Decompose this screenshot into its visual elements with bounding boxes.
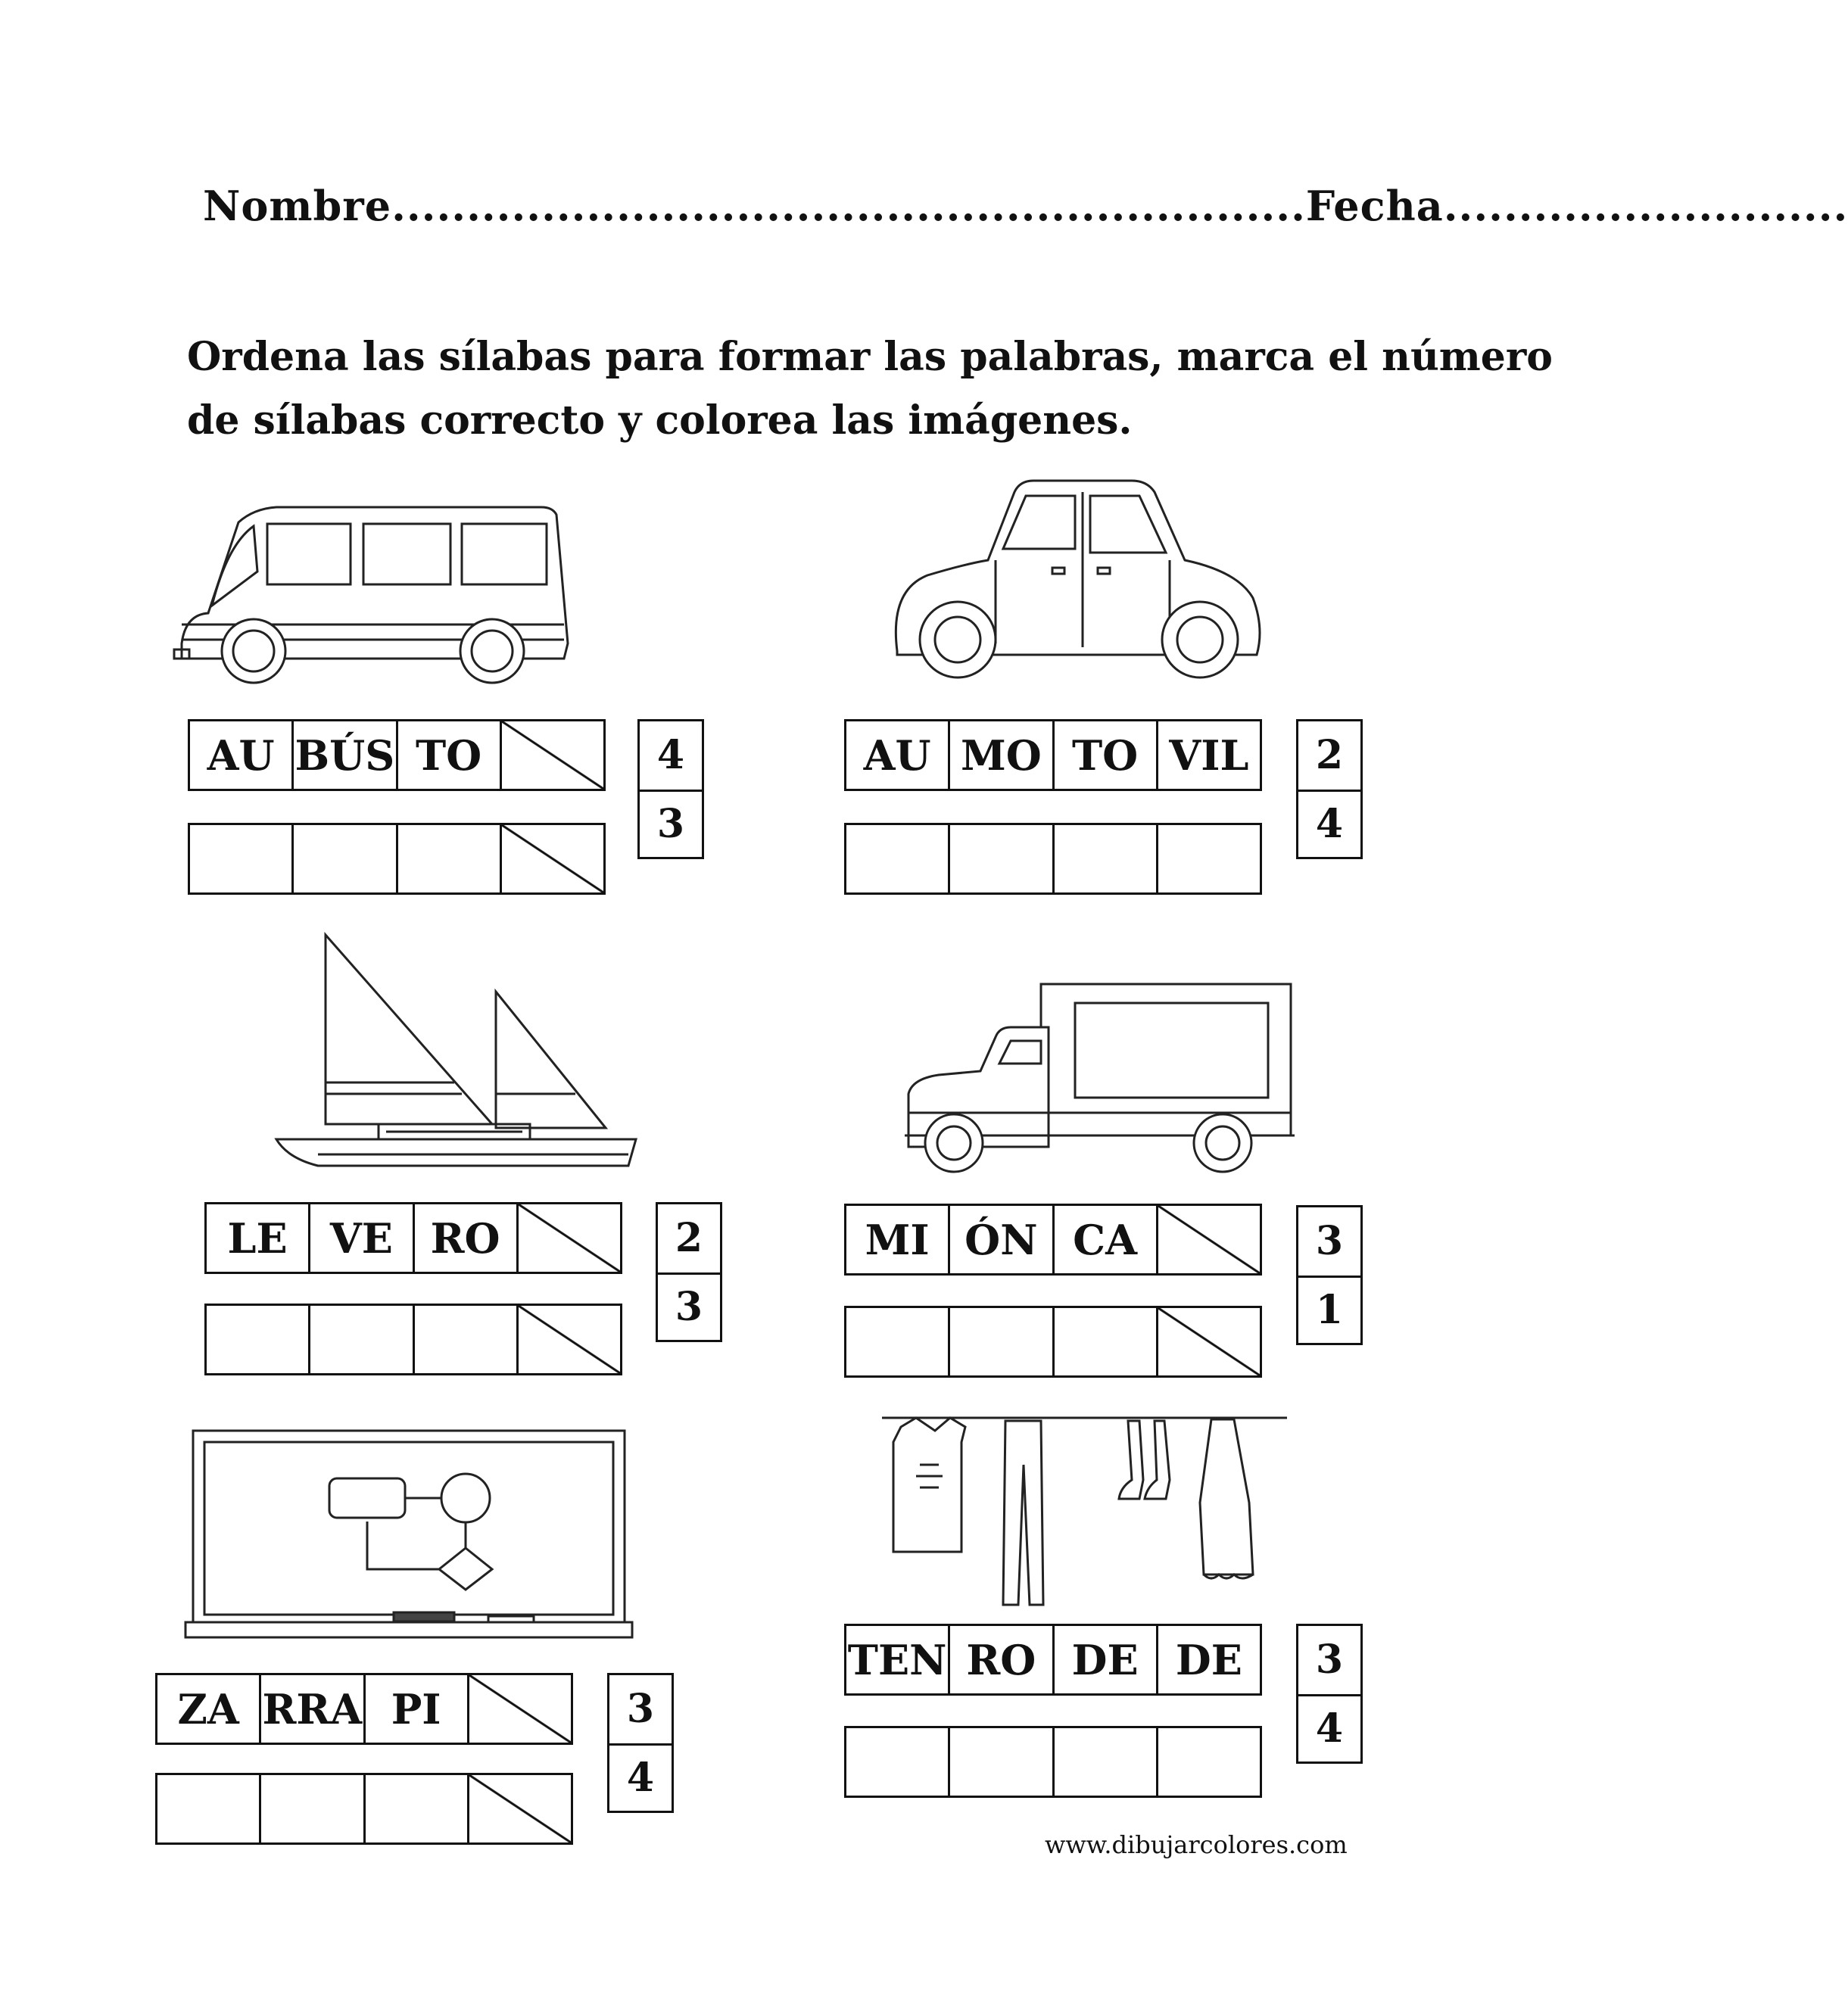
count-option[interactable]: 4 bbox=[1298, 1694, 1360, 1762]
crossed-cell bbox=[1158, 1308, 1262, 1378]
syllable-cell: VE bbox=[310, 1204, 414, 1274]
syllable-count-box bbox=[637, 719, 704, 859]
answer-cell[interactable] bbox=[1055, 825, 1158, 895]
answer-cell[interactable] bbox=[1055, 1728, 1158, 1798]
syllable-cell: BÚS bbox=[294, 721, 397, 791]
syllable-row bbox=[844, 719, 1262, 791]
syllable-count-box bbox=[607, 1673, 674, 1813]
answer-row bbox=[844, 1306, 1262, 1378]
crossed-cell bbox=[469, 1675, 573, 1745]
syllable-cell: DE bbox=[1158, 1626, 1262, 1696]
answer-row bbox=[204, 1304, 622, 1375]
answer-cell[interactable] bbox=[846, 1308, 950, 1378]
syllable-count-box bbox=[656, 1202, 722, 1342]
car-icon bbox=[882, 477, 1276, 689]
answer-cell[interactable] bbox=[1158, 1728, 1262, 1798]
answer-cell[interactable] bbox=[1158, 825, 1262, 895]
syllable-cell: MI bbox=[846, 1206, 950, 1276]
syllable-cell: AU bbox=[190, 721, 294, 791]
answer-cell[interactable] bbox=[310, 1306, 414, 1375]
answer-row bbox=[844, 823, 1262, 895]
syllable-cell: CA bbox=[1055, 1206, 1158, 1276]
answer-cell[interactable] bbox=[950, 1728, 1054, 1798]
syllable-cell: RRA bbox=[261, 1675, 365, 1745]
count-option[interactable]: 1 bbox=[1298, 1276, 1360, 1344]
count-option[interactable]: 3 bbox=[1315, 1637, 1344, 1684]
syllable-cell: TO bbox=[398, 721, 502, 791]
answer-cell[interactable] bbox=[190, 825, 294, 895]
answer-cell[interactable] bbox=[950, 1308, 1054, 1378]
answer-cell[interactable] bbox=[950, 825, 1054, 895]
name-date-line: Nombre.............................................................Fecha........................... bbox=[203, 182, 1848, 230]
count-option[interactable]: 3 bbox=[658, 1272, 720, 1341]
syllable-cell: VIL bbox=[1158, 721, 1262, 791]
syllable-cell: MO bbox=[950, 721, 1054, 791]
crossed-cell bbox=[469, 1775, 573, 1845]
syllable-cell: TO bbox=[1055, 721, 1158, 791]
truck-icon bbox=[901, 980, 1298, 1173]
count-option[interactable]: 4 bbox=[609, 1743, 672, 1811]
clothesline-icon bbox=[878, 1404, 1291, 1631]
count-option[interactable]: 3 bbox=[626, 1686, 655, 1733]
count-option[interactable]: 2 bbox=[1315, 732, 1344, 779]
answer-cell[interactable] bbox=[207, 1306, 310, 1375]
syllable-count-box bbox=[1296, 719, 1363, 859]
crossed-cell bbox=[1158, 1206, 1262, 1276]
instructions-line-1: Ordena las sílabas para formar las palabras, marca el número bbox=[187, 334, 1553, 380]
answer-cell[interactable] bbox=[261, 1775, 365, 1845]
answer-cell[interactable] bbox=[398, 825, 502, 895]
syllable-cell: PI bbox=[366, 1675, 469, 1745]
syllable-row bbox=[844, 1204, 1262, 1276]
syllable-row bbox=[844, 1624, 1262, 1696]
whiteboard-icon bbox=[182, 1427, 636, 1643]
syllable-count-box bbox=[1296, 1624, 1363, 1764]
count-option[interactable]: 3 bbox=[1315, 1218, 1344, 1265]
syllable-cell: RO bbox=[950, 1626, 1054, 1696]
answer-cell[interactable] bbox=[846, 825, 950, 895]
instructions-line-2: de sílabas correcto y colorea las imágenes. bbox=[187, 397, 1133, 444]
answer-cell[interactable] bbox=[157, 1775, 261, 1845]
answer-row bbox=[844, 1726, 1262, 1798]
count-option[interactable]: 4 bbox=[656, 732, 685, 779]
answer-row bbox=[188, 823, 606, 895]
instructions bbox=[187, 326, 1553, 453]
syllable-cell: TEN bbox=[846, 1626, 950, 1696]
answer-cell[interactable] bbox=[415, 1306, 519, 1375]
answer-cell[interactable] bbox=[1055, 1308, 1158, 1378]
answer-cell[interactable] bbox=[366, 1775, 469, 1845]
syllable-cell: RO bbox=[415, 1204, 519, 1274]
count-option[interactable]: 2 bbox=[675, 1215, 703, 1262]
answer-cell[interactable] bbox=[846, 1728, 950, 1798]
answer-row bbox=[155, 1773, 573, 1845]
crossed-cell bbox=[502, 825, 606, 895]
crossed-cell bbox=[502, 721, 606, 791]
crossed-cell bbox=[519, 1204, 622, 1274]
count-option[interactable]: 4 bbox=[1298, 790, 1360, 858]
syllable-cell: ÓN bbox=[950, 1206, 1054, 1276]
syllable-count-box bbox=[1296, 1205, 1363, 1345]
count-option[interactable]: 3 bbox=[640, 790, 702, 858]
syllable-cell: LE bbox=[207, 1204, 310, 1274]
syllable-cell: DE bbox=[1055, 1626, 1158, 1696]
syllable-row bbox=[188, 719, 606, 791]
syllable-cell: ZA bbox=[157, 1675, 261, 1745]
syllable-cell: AU bbox=[846, 721, 950, 791]
bus-icon bbox=[170, 500, 579, 685]
website-credit: www.dibujarcolores.com bbox=[1045, 1830, 1348, 1859]
sailboat-icon bbox=[273, 931, 644, 1181]
crossed-cell bbox=[519, 1306, 622, 1375]
syllable-row bbox=[204, 1202, 622, 1274]
syllable-row bbox=[155, 1673, 573, 1745]
answer-cell[interactable] bbox=[294, 825, 397, 895]
